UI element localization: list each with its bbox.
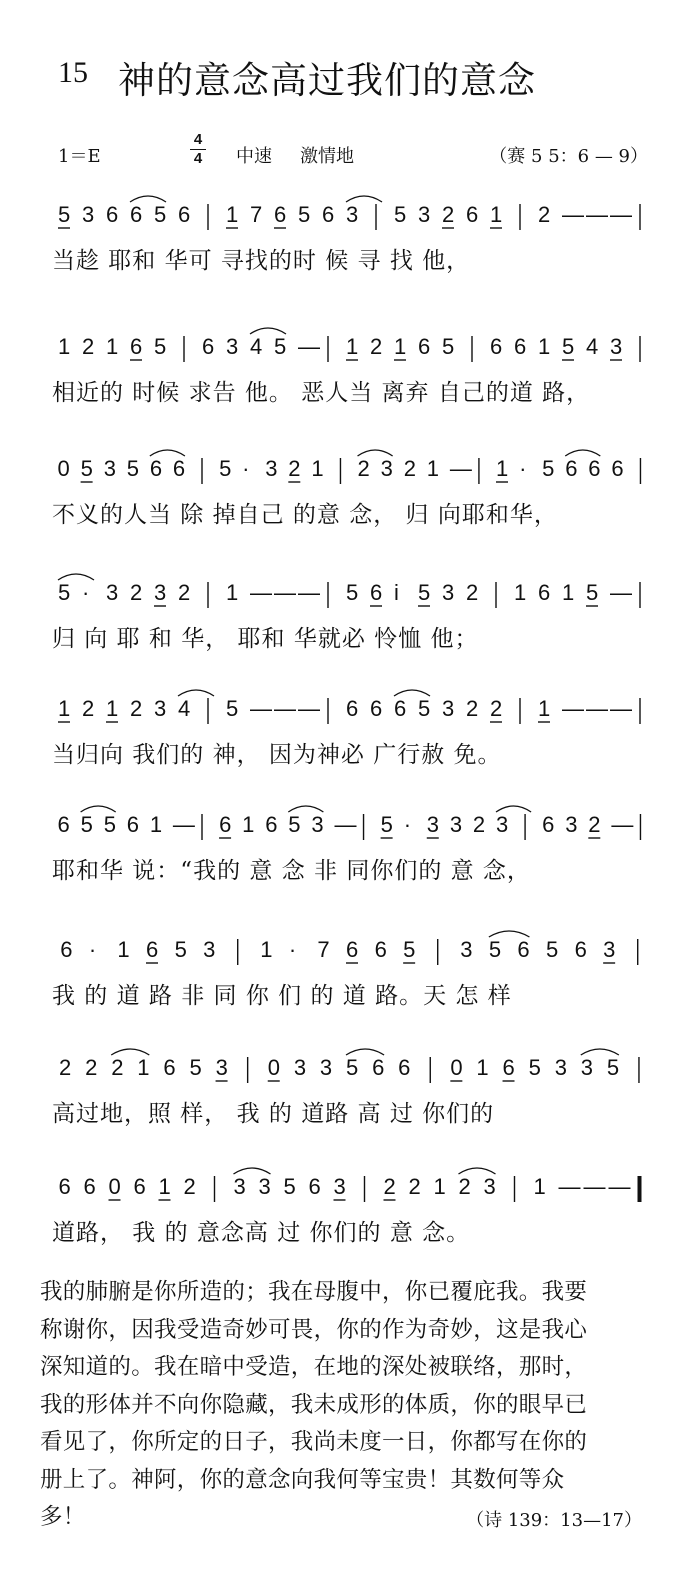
note-glyph: 2 [490,696,503,721]
note-glyph: 6 [133,1174,146,1199]
note-glyph: 1 [242,812,255,837]
note-glyph: 2 [130,696,143,721]
note-glyph: 3 [203,937,216,962]
note-glyph: 3 [418,202,431,227]
note-glyph: 2 [85,1055,98,1080]
notation-line [52,684,652,726]
note-glyph: — [334,812,357,837]
note-glyph: 5 [346,1055,359,1080]
stave-3 [52,444,652,539]
note-glyph: 6 [374,937,387,962]
slur-mark [288,806,323,812]
note-glyph: 1 [514,580,527,605]
lyric-line: 当归向 我们的 神， 因为神必 广行赦 免。 [52,742,502,768]
note-glyph: 6 [149,456,163,481]
note-glyph: 6 [490,334,503,359]
note-glyph: 4 [178,696,191,721]
note-glyph: · [242,456,250,481]
note-glyph: 2 [408,1174,421,1199]
note-glyph: — [274,696,296,721]
note-glyph: 2 [370,334,383,359]
note-glyph: 5 [80,456,93,481]
note-glyph: · [519,456,527,481]
note-glyph: 2 [111,1055,124,1080]
slur-mark [394,690,430,696]
note-glyph: 2 [288,456,301,481]
note-glyph: 3 [554,1055,567,1080]
note-glyph: 6 [466,202,479,227]
note-glyph: 5 [380,812,393,837]
time-signature-bottom: 4 [193,150,203,167]
note-glyph: 6 [398,1055,411,1080]
note-glyph: 6 [514,334,527,359]
note-glyph: 6 [502,1055,515,1080]
note-glyph: 6 [418,334,431,359]
note-glyph: 3 [258,1174,271,1199]
note-glyph: 6 [308,1174,321,1199]
scripture-line: 册上了。神阿，你的意念向我何等宝贵！其数何等众 [40,1466,565,1493]
note-glyph: 0 [267,1055,280,1080]
note-glyph: 7 [250,202,263,227]
note-glyph: 5 [346,580,359,605]
note-glyph: 2 [472,812,486,837]
notation-line [52,1162,652,1204]
note-glyph: 2 [178,580,191,605]
note-glyph: 2 [538,202,551,227]
stave-2 [52,322,652,417]
scripture-reference: （赛 5 5：6 — 9） [489,146,648,167]
note-glyph: — [562,202,584,227]
notation-marks [52,925,652,969]
note-glyph: 5 [283,1174,296,1199]
note-glyph: 5 [442,334,455,359]
note-glyph: 2 [59,1055,72,1080]
note-glyph: 3 [103,456,116,481]
stave-6 [52,800,652,895]
note-glyph: 6 [588,456,601,481]
note-glyph: 3 [380,456,393,481]
note-glyph: 1 [260,937,273,962]
note-glyph: 3 [426,812,440,837]
note-glyph: 4 [586,334,599,359]
note-glyph: 5 [189,1055,202,1080]
stave-9 [52,1162,652,1257]
note-glyph: 5 [528,1055,541,1080]
notation-marks [52,322,652,366]
stave-5 [52,684,652,779]
slur-mark [111,1049,149,1055]
scripture-line: 深知道的。我在暗中受造，在地的深处被联络，那时， [40,1354,588,1380]
lyric-line: 当趁 耶和 华可 寻找的时 候 寻 找 他， [52,248,471,274]
time-signature [190,132,206,167]
note-glyph: 1 [106,334,119,359]
note-glyph: — [298,334,320,359]
notation-marks [52,800,652,844]
stave-8 [52,1043,652,1138]
note-glyph: 6 [274,202,287,227]
note-glyph: 3 [610,334,623,359]
note-glyph: 1 [226,580,239,605]
notation-line [52,925,652,967]
note-glyph: 5 [586,580,599,605]
note-glyph: 0 [57,456,70,481]
slur-mark [250,328,286,334]
slur-mark [81,806,116,812]
note-glyph: 1 [226,202,239,227]
note-glyph: 6 [370,580,383,605]
note-glyph: 6 [394,696,407,721]
note-glyph: · [403,812,412,837]
note-glyph: 2 [403,456,416,481]
slur-mark [581,1049,619,1055]
note-glyph: 6 [106,202,119,227]
note-glyph: 3 [603,937,616,962]
slur-mark [234,1168,271,1174]
note-glyph: 1 [149,812,163,837]
notation-line [52,1043,652,1085]
note-glyph: 1 [158,1174,171,1199]
note-glyph: 1 [394,334,407,359]
notation-marks [52,444,652,488]
note-glyph: 6 [57,812,70,837]
note-glyph: 1 [538,334,551,359]
note-glyph: 5 [219,456,232,481]
scripture-line: 称谢你，因我受造奇妙可畏，你的作为奇妙，这是我心 [40,1316,588,1343]
note-glyph: 2 [82,696,95,721]
key-signature: 1＝E [58,146,101,167]
note-glyph: 2 [383,1174,396,1199]
scripture-passage-reference: （诗 139：13—17） [466,1510,642,1531]
note-glyph: 1 [426,456,440,481]
note-glyph: 1 [58,334,71,359]
note-glyph: 1 [490,202,503,227]
note-glyph: 6 [265,812,278,837]
note-glyph: 6 [219,812,232,837]
note-glyph: 4 [250,334,263,359]
note-glyph: 5 [298,202,311,227]
note-glyph: 3 [483,1174,496,1199]
note-glyph: 5 [226,696,239,721]
note-glyph: 3 [442,696,455,721]
note-glyph: 1 [538,696,551,721]
notation-line [52,568,652,610]
note-glyph: 6 [163,1055,176,1080]
note-glyph: — [610,696,632,721]
note-glyph: 3 [106,580,119,605]
slur-mark [150,450,185,456]
note-glyph: — [274,580,296,605]
note-glyph: 2 [458,1174,471,1199]
notation-marks [52,568,652,612]
note-glyph: 6 [172,456,186,481]
stave-7 [52,925,652,1020]
note-glyph: — [610,580,632,605]
note-glyph: 6 [611,456,624,481]
note-glyph: — [608,1174,631,1199]
note-glyph: 6 [574,937,587,962]
note-glyph: 5 [58,580,71,605]
note-glyph: — [250,580,272,605]
note-glyph: · [88,937,97,962]
note-glyph: 2 [183,1174,196,1199]
note-glyph: 6 [517,937,530,962]
note-glyph: 1 [106,696,119,721]
notation-line [52,800,652,842]
note-glyph: 6 [370,696,383,721]
note-glyph: 5 [58,202,71,227]
note-glyph: 5 [403,937,416,962]
notation-marks [52,1162,652,1206]
note-glyph: 5 [154,202,167,227]
note-glyph: 6 [372,1055,385,1080]
note-glyph: 6 [130,334,143,359]
note-glyph: 5 [126,456,140,481]
note-glyph: 1 [433,1174,446,1199]
note-glyph: 5 [418,696,431,721]
lyric-line: 相近的 时候 求告 他。 恶人当 离弃 自己的道 路， [52,380,591,406]
notation-line [52,190,652,232]
slur-mark [130,196,166,202]
lyric-line: 高过地，照 样， 我 的 道路 高 过 你们的 [52,1101,495,1127]
note-glyph: 3 [565,812,578,837]
note-glyph: 1 [346,334,359,359]
note-glyph: — [611,812,634,837]
notation-line [52,322,652,364]
note-glyph: 5 [80,812,93,837]
note-glyph: 1 [562,580,575,605]
note-glyph: 5 [174,937,187,962]
note-glyph: — [583,1174,606,1199]
note-glyph: 3 [226,334,239,359]
scripture-line: 多！ [40,1504,86,1530]
song-title-text: 神的意念高过我们的意念 [118,59,536,102]
stave-1 [52,190,652,285]
slur-mark [565,450,600,456]
note-glyph: · [288,937,297,962]
note-glyph: 6 [565,456,578,481]
note-glyph: 2 [442,202,455,227]
note-glyph: 5 [546,937,559,962]
note-glyph: — [449,456,472,481]
note-glyph: 5 [418,580,431,605]
note-glyph: 1 [476,1055,489,1080]
note-glyph: 3 [293,1055,307,1080]
lyric-line: 不义的人当 除 掉自己 的意 念， 归 向耶和华， [52,502,558,528]
slur-mark [346,196,382,202]
stave-4 [52,568,652,663]
scripture-line: 看见了，你所定的日子，我尚未度一日，你都写在你的 [40,1429,588,1455]
note-glyph: 5 [562,334,575,359]
lyric-line: 归 向 耶 和 华， 耶和 华就必 怜恤 他； [52,626,479,652]
note-glyph: 3 [580,1055,594,1080]
note-glyph: 6 [126,812,140,837]
note-glyph: 3 [82,202,95,227]
note-glyph: 5 [288,812,301,837]
note-glyph: 5 [274,334,287,359]
note-glyph: 1 [533,1174,546,1199]
note-glyph: 6 [346,937,359,962]
slur-mark [58,574,94,580]
note-glyph: i [394,580,399,605]
slur-mark [178,690,214,696]
note-glyph: — [250,696,272,721]
note-glyph: 6 [346,696,359,721]
slur-mark [459,1168,496,1174]
note-glyph: 2 [588,812,601,837]
song-number: 15 [58,56,88,89]
slur-mark [496,806,531,812]
note-glyph: 5 [394,202,407,227]
note-glyph: 6 [146,937,159,962]
note-glyph: 3 [496,812,509,837]
note-glyph: 6 [178,202,191,227]
note-glyph: 3 [154,696,167,721]
note-glyph: 2 [82,334,95,359]
note-glyph: — [172,812,195,837]
note-glyph: 5 [606,1055,620,1080]
scripture-line: 我的肺腑是你所造的；我在母腹中，你已覆庇我。我要 [40,1279,588,1305]
note-glyph: 5 [154,334,167,359]
lyric-line: 耶和华 说：“我的 意 念 非 同你们的 意 念， [52,858,531,884]
notation-marks [52,190,652,234]
note-glyph: 6 [83,1174,96,1199]
note-glyph: 3 [311,812,324,837]
note-glyph: 3 [265,456,278,481]
slur-mark [358,450,393,456]
note-glyph: — [610,202,632,227]
notation-marks [52,1043,652,1087]
note-glyph: 1 [496,456,509,481]
note-glyph: 3 [215,1055,228,1080]
scripture-passage [40,1274,650,1537]
note-glyph: 1 [58,696,71,721]
note-glyph: 1 [137,1055,150,1080]
note-glyph: — [298,696,320,721]
note-glyph: 6 [542,812,555,837]
note-glyph: 2 [466,580,479,605]
note-glyph: 1 [311,456,324,481]
note-glyph: 3 [319,1055,333,1080]
note-glyph: · [82,580,90,605]
note-glyph: 3 [449,812,463,837]
notation-marks [52,684,652,728]
note-glyph: 3 [442,580,455,605]
song-meta [58,132,648,172]
slur-mark [346,1049,384,1055]
note-glyph: 6 [60,937,73,962]
note-glyph: 6 [202,334,215,359]
note-glyph: — [586,202,608,227]
scripture-line: 我的形体并不向你隐藏，我未成形的体质，你的眼早已 [40,1391,588,1418]
note-glyph: 6 [538,580,551,605]
note-glyph: 2 [130,580,143,605]
note-glyph: 6 [322,202,335,227]
note-glyph: 6 [58,1174,71,1199]
lyric-line: 我 的 道 路 非 同 你 们 的 道 路。天 怎 样 [52,983,512,1009]
note-glyph: — [558,1174,581,1199]
note-glyph: 0 [450,1055,463,1080]
note-glyph: 3 [154,580,167,605]
note-glyph: 2 [466,696,479,721]
note-glyph: 0 [108,1174,121,1199]
note-glyph: 5 [542,456,555,481]
note-glyph: 2 [357,456,370,481]
lyric-line: 道路， 我 的 意念高 过 你们的 意 念。 [52,1220,471,1246]
note-glyph: 5 [103,812,116,837]
tempo-marking: 中速 [236,146,272,167]
note-glyph: 6 [130,202,143,227]
note-glyph: 3 [346,202,359,227]
note-glyph: 3 [233,1174,246,1199]
note-glyph: 7 [317,937,330,962]
note-glyph: — [298,580,320,605]
note-glyph: 1 [117,937,130,962]
note-glyph: 3 [460,937,473,962]
slur-mark [489,931,530,937]
note-glyph: — [562,696,584,721]
notation-line [52,444,652,486]
time-signature-top: 4 [193,131,203,148]
note-glyph: — [586,696,608,721]
note-glyph: 5 [488,937,502,962]
expression-marking: 激情地 [300,146,354,167]
note-glyph: 3 [333,1174,346,1199]
